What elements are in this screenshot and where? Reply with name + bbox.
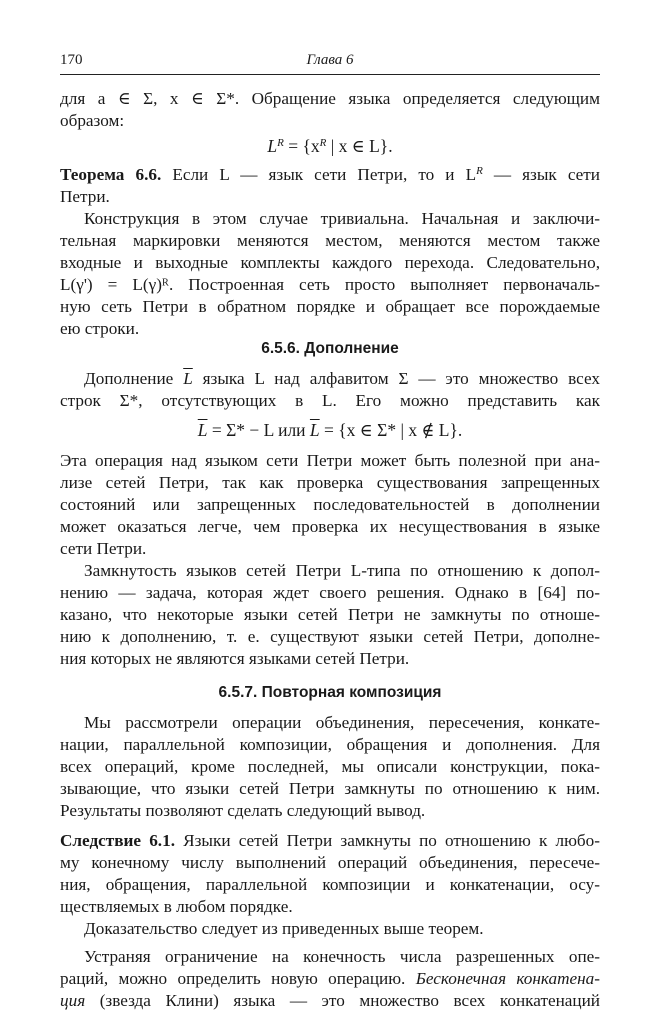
text-line: ею строки. <box>60 319 140 338</box>
text-line: ную сеть Петри в обратном порядке и обращает все порождаемые <box>60 297 600 316</box>
section-heading: 6.5.6. Дополнение <box>261 340 399 357</box>
text-line: зывающие, что языки сетей Петри замкнуты по отношению к ним. <box>60 779 600 798</box>
text-line: тельная маркировки меняются местом, меняются местом также <box>60 231 600 250</box>
text-line: Мы рассмотрели операции объединения, пересечения, конкате- <box>84 713 600 732</box>
text-line: Конструкция в этом случае тривиальна. Начальная и заключи- <box>84 209 600 228</box>
theorem-6-6: Теорема 6.6. Если L — язык сети Петри, то и $L^R$ — язык сети <box>60 165 600 184</box>
text-line: всех операций, кроме последней, мы описали конструкции, пока- <box>60 757 600 776</box>
text-line: Эта операция над языком сети Петри может быть полезной при ана- <box>60 451 600 470</box>
formula-reverse: $L^R = \{x^R$ | x ∈ L}. <box>267 136 393 156</box>
text-line: Петри. <box>60 187 110 206</box>
text-line: может оказаться легче, чем проверка их несуществования в языке <box>60 517 600 536</box>
text-line: раций, можно определить новую операцию. Бесконечная конкатена- <box>60 969 600 988</box>
chapter-title: Глава 6 <box>306 52 354 68</box>
text-line: Дополнение $\overline{L}$ языка L над алфавитом Σ — это множество всех <box>84 369 600 388</box>
text-line: Результаты позволяют сделать следующий вывод. <box>60 801 426 820</box>
text-line: ния которых не являются языками сетей Петри. <box>60 649 410 668</box>
text-line: ния, обращения, параллельной композиции и конкатенации, осу- <box>60 875 600 894</box>
text-line: ция (звезда Клини) языка — это множество всех конкатенаций <box>60 991 600 1010</box>
text-line: состояний или запрещенных последовательностей в дополнении <box>60 495 600 514</box>
text-line: для a ∈ Σ, x ∈ Σ*. Обращение языка определяется следующим <box>60 89 600 108</box>
text-line: ществляемых в любом порядке. <box>60 897 293 916</box>
text-line: нию к дополнению, т. е. существуют языки сетей Петри, дополне- <box>60 627 600 646</box>
text-line: нации, параллельной композиции, обращения и дополнения. Для <box>60 735 600 754</box>
text-line: Устраняя ограничение на конечность числа разрешенных опе- <box>84 947 600 966</box>
section-heading: 6.5.7. Повторная композиция <box>218 684 442 701</box>
running-header <box>60 52 600 74</box>
corollary-6-1: Следствие 6.1. Языки сетей Петри замкнуты по отношению к любо- <box>60 831 600 850</box>
text-line: нению — задача, которая ждет своего решения. Однако в [64] по- <box>60 583 600 602</box>
header-rule <box>60 74 600 75</box>
text-line: му конечному числу выполнений операций объединения, пересече- <box>60 853 600 872</box>
page-number: 170 <box>60 52 83 68</box>
proof-line: Доказательство следует из приведенных выше теорем. <box>84 919 484 938</box>
text-line: лизе сетей Петри, так как проверка существования запрещенных <box>60 473 600 492</box>
text-line: L(γ') = L(γ)ᴿ. Построенная сеть просто выполняет первоначаль- <box>60 275 600 294</box>
text-line: образом: <box>60 111 125 130</box>
text-line: Замкнутость языков сетей Петри L-типа по отношению к допол- <box>84 561 600 580</box>
text-line: сети Петри. <box>60 539 147 558</box>
text-line: строк Σ*, отсутствующих в L. Его можно представить как <box>60 391 600 410</box>
text-line: входные и выходные комплекты каждого перехода. Следовательно, <box>60 253 600 272</box>
text-line: казано, что некоторые языки сетей Петри не замкнуты по отноше- <box>60 605 600 624</box>
formula-complement: $\overline{L} = \Sigma* - L$ или $\overline{L} = \{x$ ∈ Σ* | x ∉ L}. <box>197 420 463 440</box>
